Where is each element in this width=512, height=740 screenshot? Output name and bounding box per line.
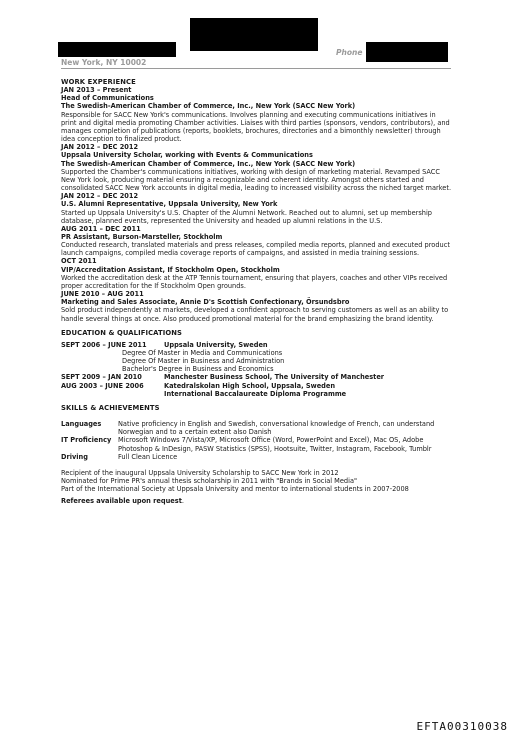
skill-label: Languages <box>61 420 102 429</box>
work-description: Sold product independently at markets, developed a confident approach to serving customers as well as an ability to handle several things at once. Also produced promotional material for the brand emphasizing the brand identity. <box>61 306 449 323</box>
work-description: Started up Uppsala University's U.S. Chapter of the Alumni Network. Reached out to alumni, set up membership database, planned events, represented the University and headed up alumni relations in the U.S. <box>61 208 432 225</box>
skill-label: IT Proficiency <box>61 436 112 445</box>
work-org: The Swedish-American Chamber of Commerce, Inc., New York (SACC New York) <box>61 159 356 168</box>
work-role: Marketing and Sales Associate, Annie D's Scottish Confectionary, Örsundsbro <box>61 298 350 307</box>
header-divider <box>61 68 451 69</box>
work-date: JAN 2012 – DEC 2012 <box>61 143 139 152</box>
phone-label: Phone <box>336 48 363 57</box>
education-row <box>61 382 453 390</box>
education-date: SEPT 2009 – JAN 2010 <box>61 373 142 382</box>
work-date: JUNE 2010 – AUG 2011 <box>61 290 144 299</box>
document-id: EFTA00310038 <box>416 720 508 733</box>
work-description: Supported the Chamber's communications initiatives, working with design of marketing material. Revamped SACC New York look, producing material ensuring a recognizable and coherent identity. Amongst others started and consolidated SACC New York accounts in digital media, leading to increased visibility across the niched target market. <box>61 167 452 193</box>
achievement-line: Recipient of the inaugural Uppsala University Scholarship to SACC New York in 2012 <box>61 468 339 477</box>
work-role: VIP/Accreditation Assistant, If Stockholm Open, Stockholm <box>61 265 280 274</box>
education-section-title: EDUCATION & QUALIFICATIONS <box>61 328 183 337</box>
skill-label: Driving <box>61 452 88 461</box>
achievement-line: Part of the International Society at Uppsala University and mentor to international students in 2007-2008 <box>61 485 409 494</box>
work-entry <box>61 143 453 192</box>
work-entry <box>61 257 453 290</box>
work-description: Responsible for SACC New York's communications. Involves planning and executing communications initiatives in print and digital media promoting Chamber activities. Liaises with third parties (sponsors, vendors, contributors), and manages completion of publications (reports, booklets, brochures, directories and a bimonthly newsletter) through idea conception to finalized product. <box>61 110 450 144</box>
skill-text: Microsoft Windows 7/Vista/XP, Microsoft Office (Word, PowerPoint and Excel), Mac OS, Adobe Photoshop & InDesign, PASW Statistics (SPSS), Hootsuite, Twitter, Instagram, Facebook, Tumblr <box>118 436 432 453</box>
work-description: Conducted research, translated materials and press releases, compiled media reports, planned and executed product launch campaigns, compiled media coverage reports of campaigns, and assisted in media training sessions. <box>61 241 450 258</box>
work-date: JAN 2012 – DEC 2012 <box>61 192 139 201</box>
redacted-phone <box>366 42 448 62</box>
work-org: The Swedish-American Chamber of Commerce, Inc., New York (SACC New York) <box>61 102 356 111</box>
address-line: New York, NY 10002 <box>61 58 147 67</box>
skills-section-title: SKILLS & ACHIEVEMENTS <box>61 403 160 412</box>
skill-text: Native proficiency in English and Swedish, conversational knowledge of French, can understand Norwegian and to a certain extent also Danish <box>118 420 435 437</box>
skill-row-it <box>61 436 453 452</box>
resume-body <box>61 78 453 506</box>
work-entry <box>61 86 453 143</box>
work-entry <box>61 192 453 225</box>
skill-row-driving <box>61 453 453 461</box>
education-school: Manchester Business School, The University of Manchester <box>164 373 385 382</box>
education-row <box>61 341 453 349</box>
education-row <box>61 390 453 398</box>
redacted-address <box>58 42 176 57</box>
work-role: U.S. Alumni Representative, Uppsala University, New York <box>61 200 278 209</box>
work-description: Worked the accreditation desk at the ATP Tennis tournament, ensuring that players, coaches and other VIPs received proper accreditation for the If Stockholm Open grounds. <box>61 273 448 290</box>
achievement-line: Nominated for Prime PR's annual thesis scholarship in 2011 with "Brands in Social Media" <box>61 477 358 486</box>
education-diploma: International Baccalaureate Diploma Programme <box>164 389 347 398</box>
degree-line: Bachelor's Degree in Business and Economics <box>122 365 274 374</box>
degree-line: Degree Of Master in Business and Administration <box>122 357 285 366</box>
work-role: Head of Communications <box>61 94 154 103</box>
work-role: PR Assistant, Burson-Marsteller, Stockholm <box>61 232 223 241</box>
references-text: Referees available upon request <box>61 497 182 506</box>
degree-line: Degree Of Master in Media and Communications <box>122 349 283 357</box>
education-date: AUG 2003 – JUNE 2006 <box>61 381 144 390</box>
work-date: JAN 2013 – Present <box>61 86 132 95</box>
education-date: SEPT 2006 – JUNE 2011 <box>61 340 147 349</box>
work-role: Uppsala University Scholar, working with Events & Communications <box>61 151 313 160</box>
education-school: Uppsala University, Sweden <box>164 340 268 349</box>
education-row <box>61 373 453 381</box>
work-date: OCT 2011 <box>61 257 97 266</box>
skill-text: Full Clean Licence <box>118 452 178 461</box>
references-line: Referees available upon request. <box>61 497 184 506</box>
work-date: AUG 2011 – DEC 2011 <box>61 224 141 233</box>
work-entry <box>61 290 453 323</box>
redacted-name <box>190 18 318 51</box>
work-entry <box>61 225 453 258</box>
education-school: Katedralskolan High School, Uppsala, Sweden <box>164 381 336 390</box>
skill-row-languages <box>61 420 453 436</box>
work-section-title: WORK EXPERIENCE <box>61 78 136 86</box>
